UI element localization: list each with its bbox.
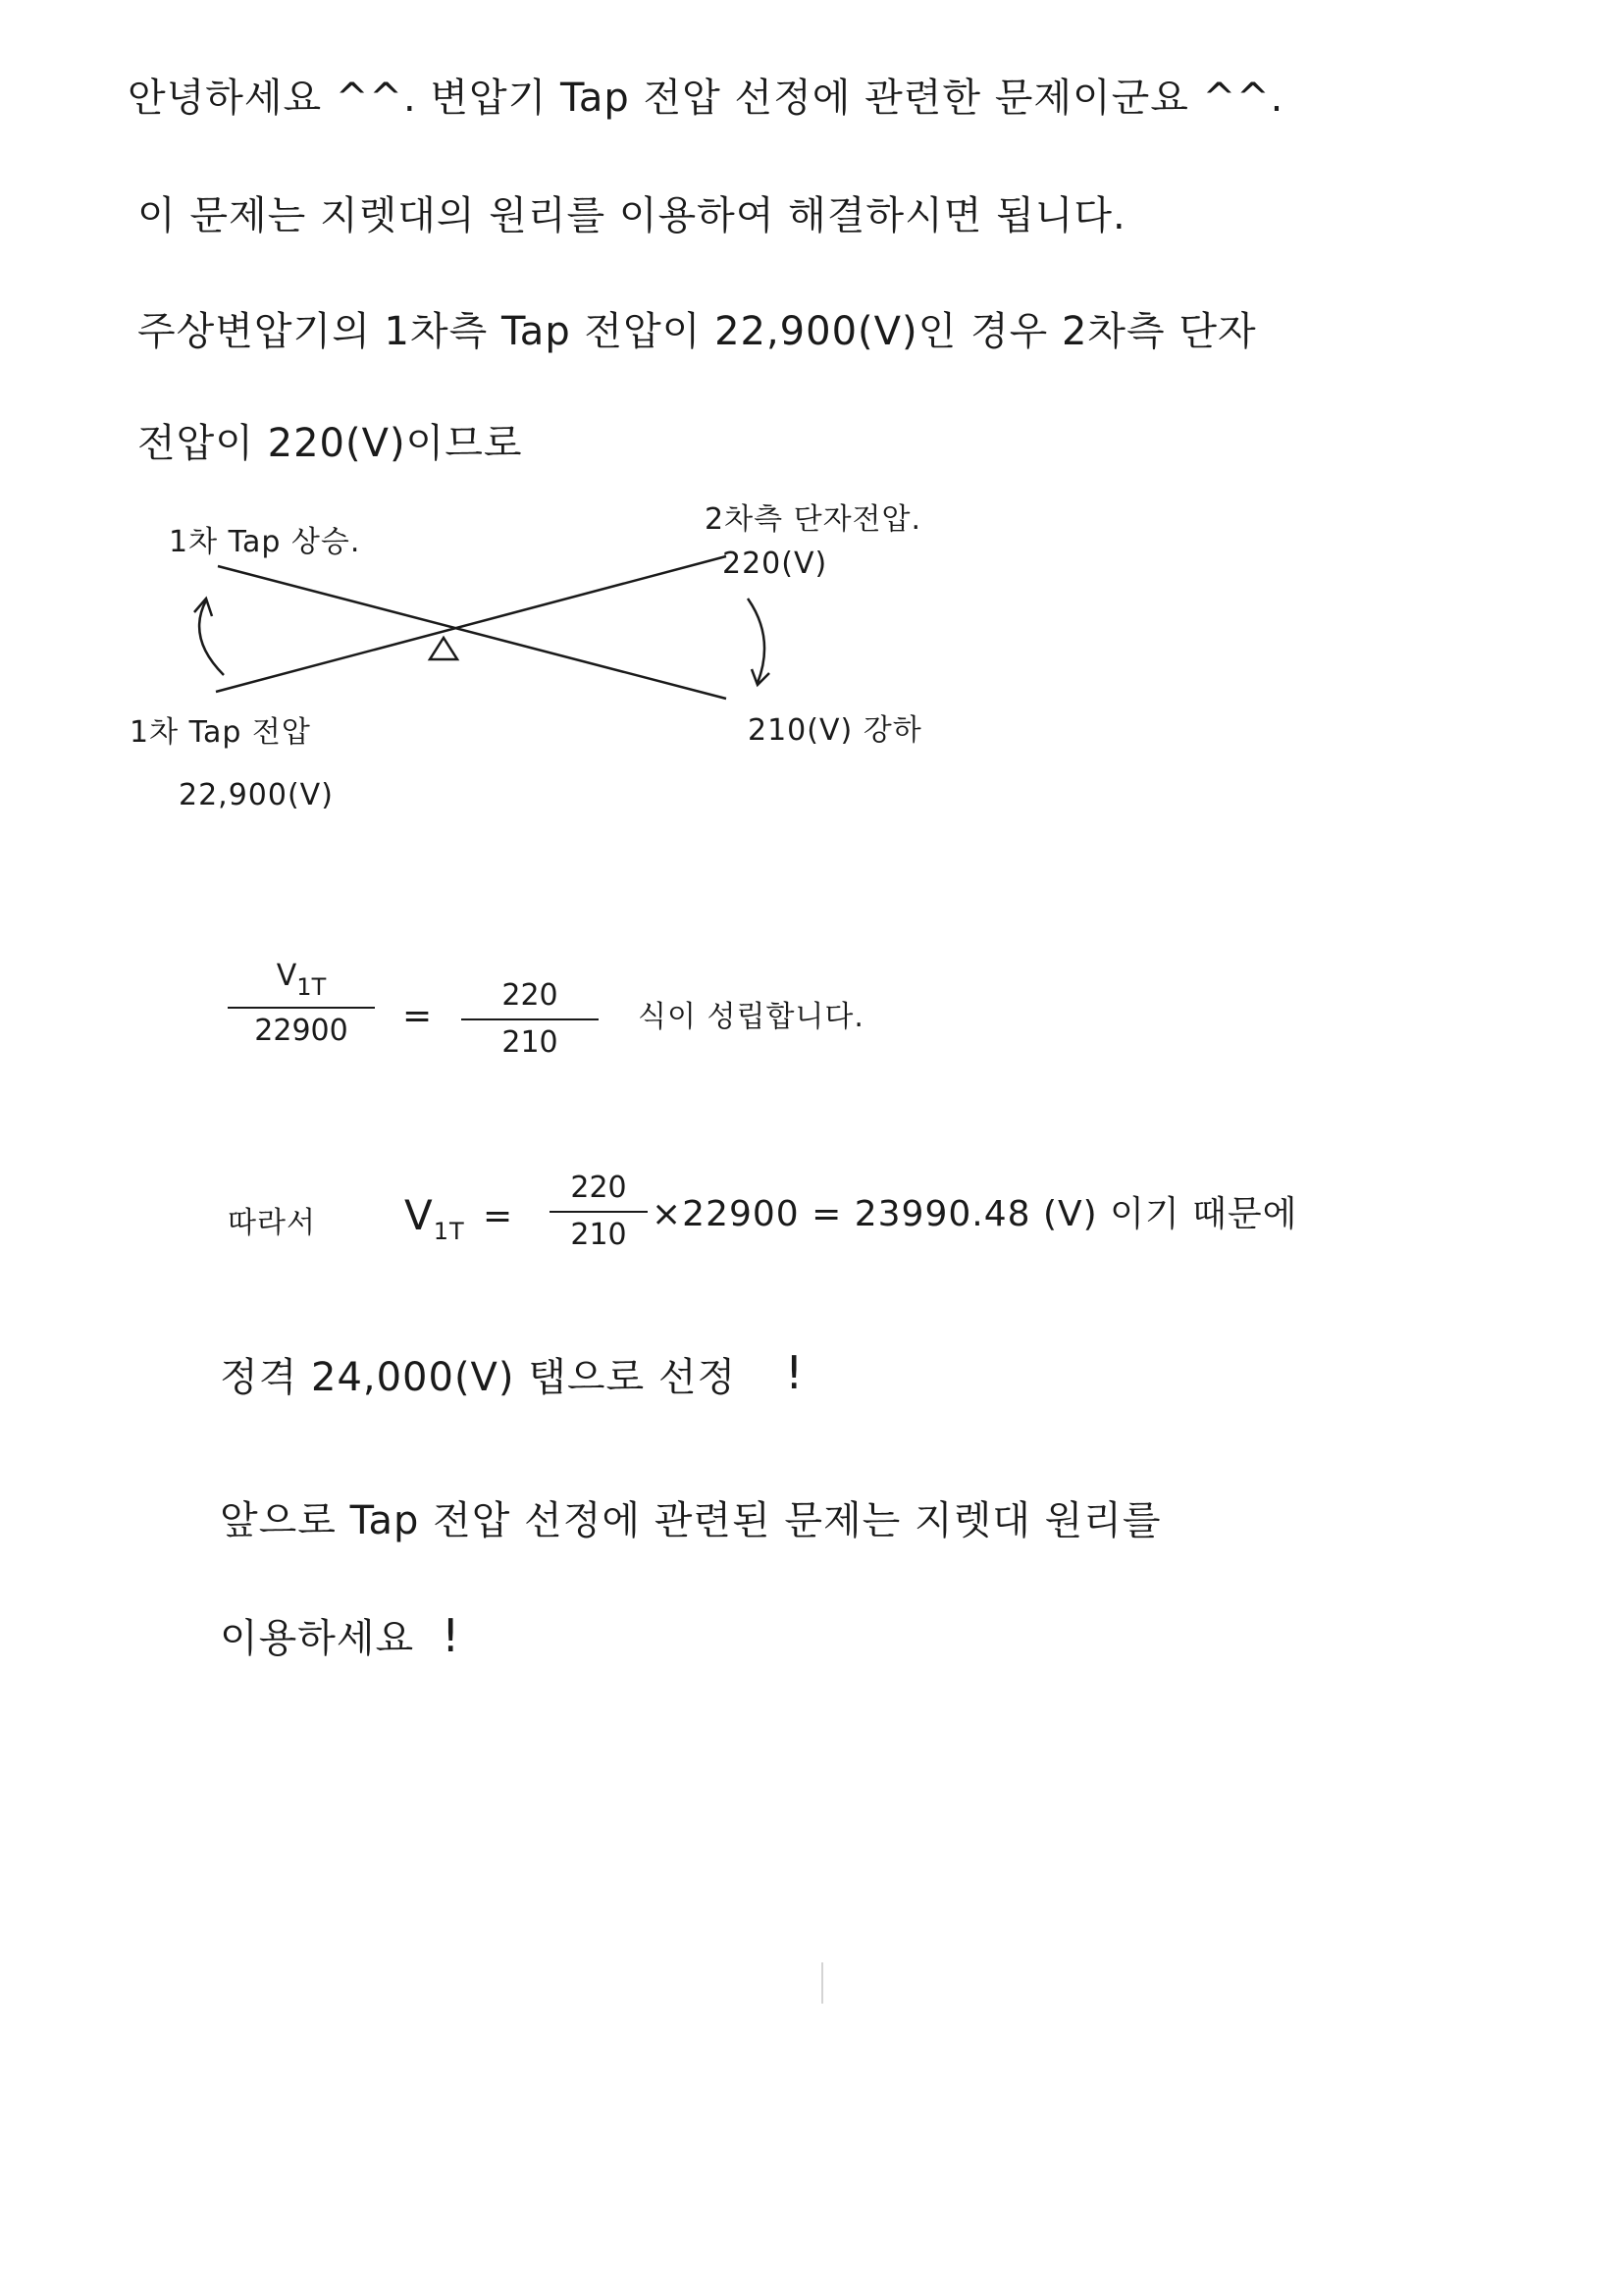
intro-line-4: 전압이 220(V)이므로 bbox=[137, 421, 523, 466]
exclamation-mark: ! bbox=[442, 1609, 460, 1662]
label-secondary-voltage: 2차측 단자전압. bbox=[705, 502, 922, 537]
conclusion-line-2: 앞으로 Tap 전압 선정에 관련된 문제는 지렛대 원리를 bbox=[220, 1498, 1162, 1543]
equation2-denominator: 210 bbox=[570, 1218, 627, 1252]
equation1-right-denominator: 210 bbox=[501, 1025, 558, 1060]
lever-line-ascending bbox=[216, 556, 726, 692]
equation2-variable: $V_{1T}$ bbox=[404, 1191, 465, 1245]
lever-line-descending bbox=[218, 566, 726, 699]
equation1-left-fraction bbox=[228, 959, 375, 1048]
intro-line-2: 이 문제는 지렛대의 원리를 이용하여 해결하시면 됩니다. bbox=[137, 193, 1126, 238]
conclusion-line-1: 정격 24,000(V) 탭으로 선정 bbox=[220, 1355, 737, 1400]
equation1-equals: = bbox=[402, 996, 434, 1036]
conclusion-line-3: 이용하세요 bbox=[220, 1616, 415, 1661]
fulcrum-triangle bbox=[430, 638, 457, 659]
equation1-left-denominator: 22900 bbox=[254, 1014, 348, 1048]
fraction-bar bbox=[461, 1018, 599, 1020]
fraction-bar bbox=[228, 1007, 375, 1009]
label-primary-tap-voltage: 1차 Tap 전압 bbox=[130, 715, 311, 750]
intro-line-3: 주상변압기의 1차측 Tap 전압이 22,900(V)인 경우 2차측 단자 bbox=[137, 309, 1257, 354]
equation1-left-numerator: $V_{1T}$ bbox=[276, 959, 327, 1001]
equation1-right-fraction bbox=[461, 978, 599, 1060]
fraction-bar bbox=[550, 1211, 648, 1213]
equation2-result: ×22900 = 23990.48 (V) 이기 때문에 bbox=[652, 1194, 1298, 1234]
label-tap-rise: 1차 Tap 상승. bbox=[169, 525, 361, 559]
equation2-numerator: 220 bbox=[570, 1171, 627, 1205]
label-secondary-voltage-value: 220(V) bbox=[722, 547, 828, 581]
label-voltage-drop: 210(V) 강하 bbox=[748, 713, 922, 748]
exclamation-mark: ! bbox=[785, 1346, 804, 1399]
equation1-comment: 식이 성립합니다. bbox=[638, 1000, 864, 1034]
arrow-down-right bbox=[748, 599, 764, 683]
equation2-equals: = bbox=[483, 1196, 514, 1236]
equation2-fraction bbox=[550, 1171, 648, 1252]
intro-line-1: 안녕하세요 ^^. 변압기 Tap 전압 선정에 관련한 문제이군요 ^^. bbox=[128, 76, 1284, 121]
label-primary-tap-voltage-value: 22,900(V) bbox=[179, 778, 334, 812]
scan-mark bbox=[821, 1962, 823, 2004]
equation1-right-numerator: 220 bbox=[501, 978, 558, 1013]
equation2-prefix: 따라서 bbox=[228, 1206, 316, 1240]
lever-diagram bbox=[0, 0, 1623, 883]
